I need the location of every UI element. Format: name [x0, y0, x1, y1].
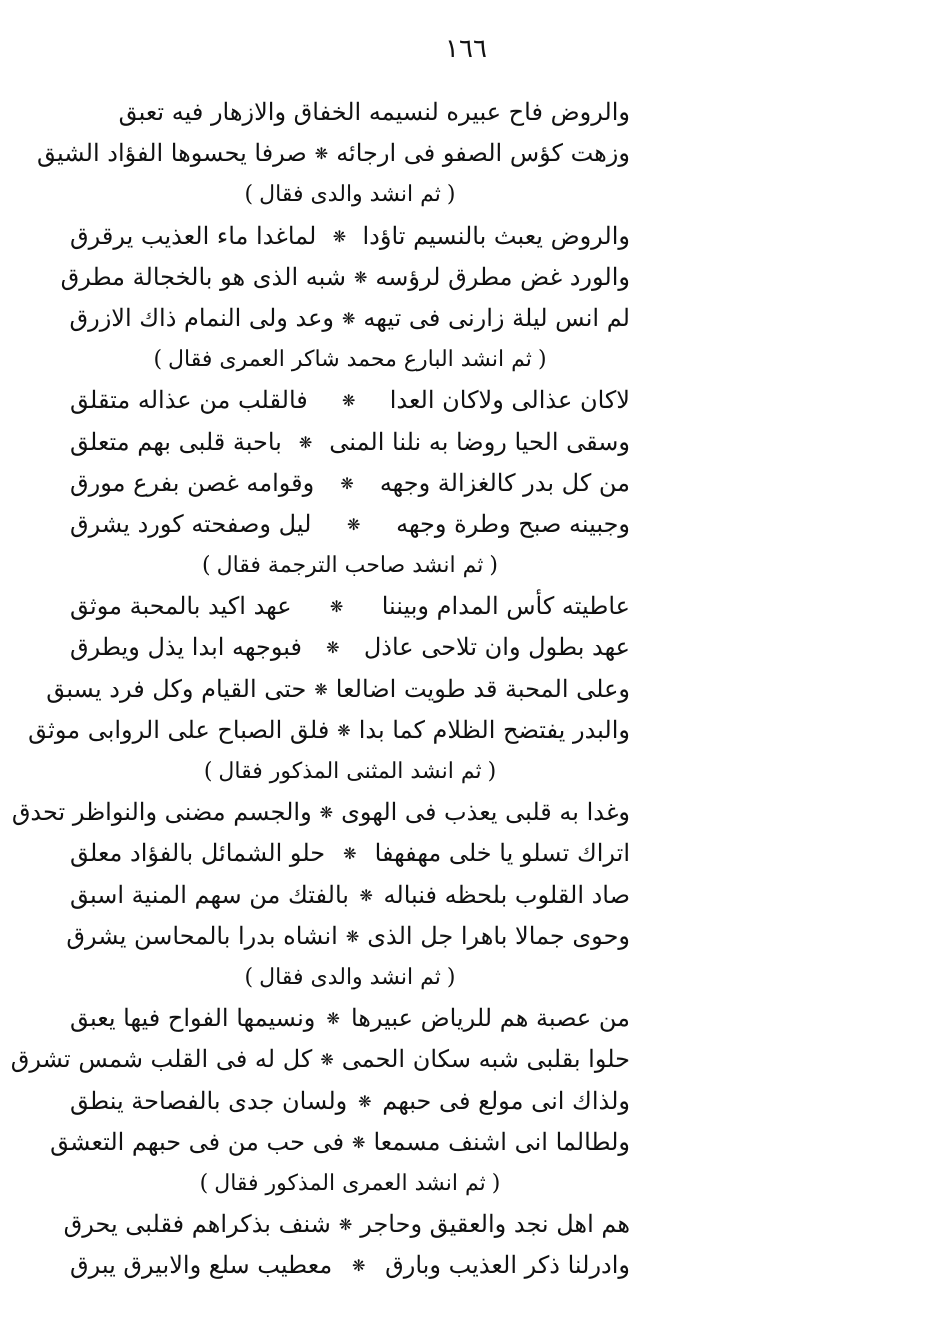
first-hemistich: والورد غض مطرق لرؤسه: [375, 262, 630, 291]
verse-line: [60, 257, 630, 298]
second-hemistich: فى حب من فى حبهم التعشق: [50, 1127, 345, 1156]
second-hemistich: حلو الشمائل بالفؤاد معلق: [70, 839, 326, 868]
first-hemistich: وعلى المحبة قد طويت اضالعا: [335, 674, 630, 703]
verse-separator: ❋: [338, 1215, 353, 1235]
first-hemistich: وغدا به قلبى يعذب فى الهوى: [341, 798, 630, 827]
verse-line: [70, 998, 630, 1039]
first-hemistich: وادرلنا ذكر العذيب وبارق: [385, 1251, 630, 1280]
section-heading: (ثم انشد العمرى المذكور فقال): [199, 1170, 501, 1196]
verse-separator: ❋: [340, 473, 354, 493]
verse-line: [66, 916, 630, 957]
second-hemistich: والجسم مضنى والنواظر تحدق: [11, 798, 312, 827]
first-hemistich: حلوا بقلبى شبه سكان الحمى: [341, 1045, 630, 1074]
verse-line: [11, 792, 630, 833]
verse-line: [46, 669, 630, 710]
first-hemistich: ولطالما انى اشنف مسمعا: [373, 1127, 630, 1156]
verse-separator: ❋: [359, 885, 373, 905]
second-hemistich: صرفا يحسوها الفؤاد الشيق: [37, 139, 307, 168]
verse-text: والروض فاح عبيره لنسيمه الخفاق والازهار فيه تعبق: [118, 98, 630, 126]
verse-line: [70, 875, 630, 916]
section-heading: (ثم انشد المثنى المذكور فقال): [203, 759, 497, 784]
first-hemistich: وسقى الحيا روضا به نلنا المنى: [329, 427, 630, 456]
second-hemistich: شبه الذى هو بالخجالة مطرق: [60, 262, 346, 291]
verse-line: [70, 504, 630, 545]
first-hemistich: وجبينه صبح وطرة وجهه: [396, 509, 630, 538]
second-hemistich: وقوامه غصن بفرع مورق: [70, 468, 315, 497]
first-hemistich: صاد القلوب بلحظه فنباله: [383, 880, 630, 909]
verse-separator: ❋: [358, 1091, 372, 1111]
verse-separator: ❋: [329, 597, 344, 617]
verse-separator: ❋: [326, 638, 340, 658]
first-hemistich: وزهت كؤس الصفو فى ارجائه: [336, 139, 630, 168]
second-hemistich: ولسان جدى بالفصاحة ينطق: [70, 1086, 348, 1115]
verse-line: [70, 216, 630, 257]
verse-line: [63, 1204, 630, 1245]
second-hemistich: حتى القيام وكل فرد يسبق: [46, 674, 307, 703]
verse-separator: ❋: [314, 144, 329, 164]
verse-separator: ❋: [298, 432, 313, 452]
first-hemistich: والبدر يفتضح الظلام كما بدا: [358, 715, 630, 744]
heading-text: ثم انشد المثنى المذكور فقال: [218, 759, 482, 784]
second-hemistich: ليل وصفحته كورد يشرق: [70, 509, 312, 538]
verse-separator: ❋: [319, 803, 334, 823]
second-hemistich: ونسيمها الفواح فيها يعبق: [70, 1004, 316, 1033]
verse-line: [70, 380, 630, 421]
verse-line: [10, 1039, 630, 1080]
verse-line: [70, 1081, 630, 1122]
second-hemistich: باحبة قلبى بهم متعلق: [70, 427, 282, 456]
first-hemistich: من عصبة هم للرياض عبيرها: [350, 1004, 630, 1033]
verse-line: [70, 1245, 630, 1286]
first-hemistich: هم اهل نجد والعقيق وحاجر: [360, 1210, 630, 1239]
verse-line: [28, 710, 630, 751]
verse-separator: ❋: [343, 844, 357, 864]
verse-line: [70, 298, 630, 339]
second-hemistich: فالقلب من عذاله متقلق: [70, 386, 308, 415]
second-hemistich: فلق الصباح على الروابى موثق: [28, 715, 330, 744]
second-hemistich: معطيب سلع والابيرق يبرق: [70, 1251, 333, 1280]
verse-line: [70, 463, 630, 504]
heading-text: ثم انشد صاحب الترجمة فقال: [216, 553, 484, 579]
verse-separator: ❋: [326, 1009, 340, 1029]
verse-separator: ❋: [347, 514, 361, 534]
section-heading: (ثم انشد والدى فقال): [244, 964, 456, 990]
first-hemistich: وحوى جمالا باهرا جل الذى: [367, 921, 630, 950]
verse-separator: ❋: [345, 926, 360, 946]
first-hemistich: من كل بدر كالغزالة وجهه: [379, 468, 630, 497]
heading-text: ثم انشد والدى فقال: [259, 182, 441, 208]
second-hemistich: انشاه بدرا بالمحاسن يشرق: [66, 921, 338, 950]
second-hemistich: بالفتك من سهم المنية اسبق: [70, 880, 349, 909]
verse-separator: ❋: [342, 391, 356, 411]
section-heading: (ثم انشد صاحب الترجمة فقال): [202, 553, 498, 579]
second-hemistich: كل له فى القلب شمس تشرق: [10, 1045, 313, 1074]
first-hemistich: لم انس ليلة زارنى فى تيهه: [363, 303, 630, 332]
verse-separator: ❋: [314, 679, 328, 699]
verse-line: [70, 422, 630, 463]
poem-text: [10, 92, 630, 1286]
verse-line: [70, 92, 630, 133]
section-heading: (ثم انشد البارع محمد شاكر العمرى فقال): [153, 347, 547, 373]
first-hemistich: عهد بطول وان تلاحى عاذل: [363, 633, 630, 662]
second-hemistich: شنف بذكراهم فقلبى يحرق: [63, 1210, 331, 1239]
verse-line: [70, 627, 630, 668]
second-hemistich: عهد اكيد بالمحبة موثق: [70, 592, 292, 621]
verse-line: [70, 586, 630, 627]
verse-separator: ❋: [332, 226, 347, 246]
verse-separator: ❋: [341, 308, 356, 328]
verse-separator: ❋: [351, 1256, 366, 1276]
verse-separator: ❋: [353, 267, 368, 287]
first-hemistich: اتراك تسلو يا خلى مهفهفا: [374, 839, 630, 868]
first-hemistich: ولذاك انى مولع فى حبهم: [382, 1086, 630, 1115]
heading-text: ثم انشد العمرى المذكور فقال: [214, 1170, 486, 1196]
verse-separator: ❋: [352, 1132, 366, 1152]
page-number: ١٦٦: [445, 34, 487, 64]
heading-text: ثم انشد البارع محمد شاكر العمرى فقال: [168, 347, 532, 373]
verse-line: [70, 833, 630, 874]
verse-separator: ❋: [337, 720, 351, 740]
verse-line: [50, 1122, 630, 1163]
verse-separator: ❋: [320, 1050, 334, 1070]
second-hemistich: وعد ولى النمام ذاك الازرق: [69, 303, 334, 332]
second-hemistich: فبوجهه ابدا يذل ويطرق: [70, 633, 302, 662]
heading-text: ثم انشد والدى فقال: [259, 964, 441, 990]
section-heading: (ثم انشد والدى فقال): [244, 182, 456, 208]
second-hemistich: لماغدا ماء العذيب يرقرق: [70, 221, 317, 250]
first-hemistich: لاكان عذالى ولاكان العدا: [389, 386, 630, 415]
first-hemistich: والروض يعبث بالنسيم تاؤدا: [362, 221, 630, 250]
verse-line: [37, 133, 630, 174]
first-hemistich: عاطيته كأس المدام وبيننا: [381, 592, 630, 621]
